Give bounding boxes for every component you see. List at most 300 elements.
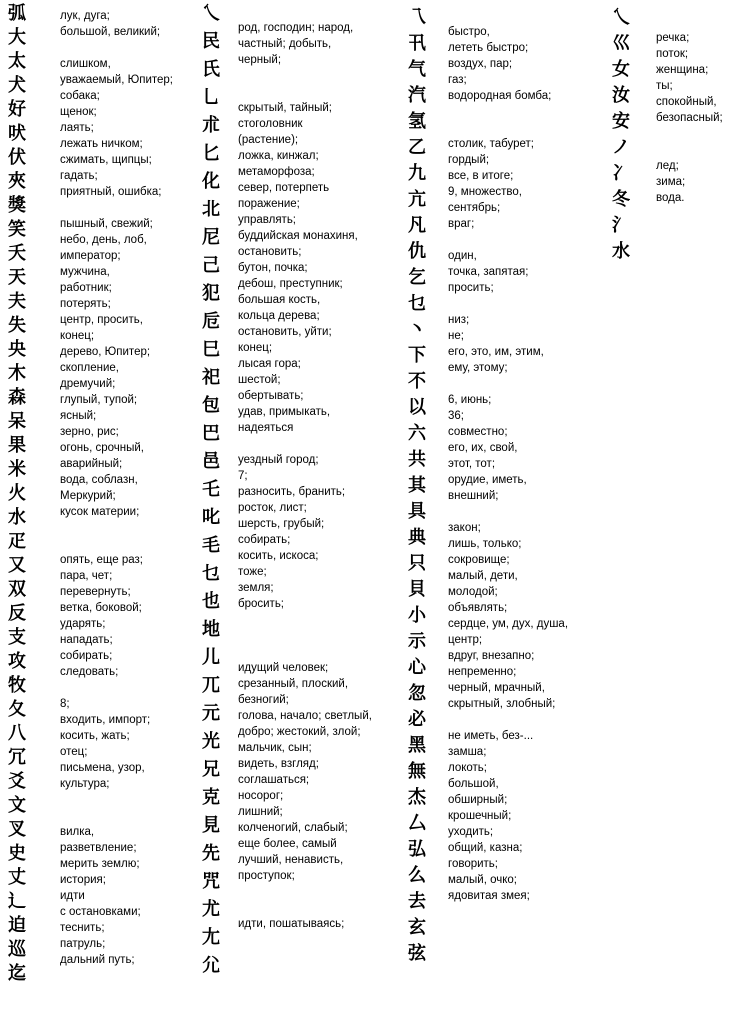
kanji-glyph: 犬: [8, 75, 25, 96]
gloss-line: ясный;: [60, 410, 97, 422]
gloss-line: ты;: [656, 80, 673, 92]
gloss-line: [656, 142, 723, 158]
gloss-line: замша;: [448, 746, 487, 758]
kanji-glyph: 卮: [202, 311, 219, 332]
kanji-glyph: 气: [408, 59, 425, 80]
gloss-line: нападать;: [60, 634, 113, 646]
kanji-glyph: 心: [408, 657, 425, 678]
kanji-glyph: 元: [202, 703, 219, 724]
gloss-line: воздух, пар;: [448, 58, 513, 70]
gloss-line: гордый;: [448, 154, 490, 166]
kanji-glyph: 失: [8, 315, 25, 336]
gloss-line: видеть, взгляд;: [238, 758, 319, 770]
gloss-line: лысая гора;: [238, 358, 301, 370]
gloss-line: закон;: [448, 522, 481, 534]
gloss-line: ложка, кинжал;: [238, 150, 319, 162]
gloss-line: дерево, Юпитер;: [60, 346, 151, 358]
gloss-line: черный;: [238, 54, 282, 66]
gloss-line: шерсть, грубый;: [238, 518, 325, 530]
kanji-glyph: 辶: [8, 891, 25, 912]
gloss-line: собака;: [60, 90, 100, 102]
gloss-line: газ;: [448, 74, 467, 86]
gloss-line: [60, 536, 173, 552]
glyph-stack: [612, 8, 629, 268]
gloss-line: женщина;: [656, 64, 709, 76]
gloss-line: его, это, им, этим,: [448, 346, 544, 358]
gloss-line: [448, 296, 568, 312]
gloss-line: 6, июнь;: [448, 394, 492, 406]
kanji-glyph: 下: [408, 345, 425, 366]
kanji-glyph: 乚: [202, 87, 219, 108]
gloss-line: [60, 680, 173, 696]
kanji-glyph: 史: [8, 843, 25, 864]
gloss-line: косить, искоса;: [238, 550, 319, 562]
gloss-line: добро; жестокий, злой;: [238, 726, 361, 738]
gloss-line: ударять;: [60, 618, 106, 630]
gloss-line: столик, табурет;: [448, 138, 534, 150]
gloss-line: [60, 200, 173, 216]
kanji-glyph: 厶: [408, 813, 425, 834]
gloss-line: аварийный;: [60, 458, 123, 470]
kanji-glyph: 森: [8, 387, 25, 408]
gloss-line: мужчина,: [60, 266, 110, 278]
gloss-line: дремучий;: [60, 378, 116, 390]
kanji-glyph: 民: [202, 31, 219, 52]
gloss-line: малый, дети,: [448, 570, 518, 582]
gloss-line: [656, 126, 723, 142]
gloss-line: лишь, только;: [448, 538, 522, 550]
glyph-stack: [202, 4, 219, 984]
kanji-glyph: 光: [202, 731, 219, 752]
kanji-glyph: 咒: [202, 871, 219, 892]
kanji-glyph: 夂: [8, 699, 25, 720]
gloss-line: опять, еще раз;: [60, 554, 143, 566]
gloss-stack: [656, 30, 723, 206]
kanji-glyph: 必: [408, 709, 425, 730]
gloss-line: конец;: [238, 342, 273, 354]
gloss-line: [60, 792, 173, 808]
kanji-glyph: 迫: [8, 915, 25, 936]
gloss-line: лежать ничком;: [60, 138, 143, 150]
kanji-glyph: 夭: [8, 243, 25, 264]
kanji-glyph: 好: [8, 99, 25, 120]
gloss-line: сентябрь;: [448, 202, 501, 214]
kanji-glyph: 叱: [202, 507, 219, 528]
gloss-line: идти, пошатываясь;: [238, 918, 345, 930]
kanji-glyph: 木: [8, 363, 25, 384]
kanji-glyph: 夾: [8, 171, 25, 192]
kanji-glyph: 丈: [8, 867, 25, 888]
gloss-line: большой,: [448, 778, 499, 790]
gloss-line: ветка, боковой;: [60, 602, 142, 614]
gloss-line: черный, мрачный,: [448, 682, 545, 694]
gloss-line: зима;: [656, 176, 686, 188]
kanji-glyph: 氵: [612, 215, 629, 236]
gloss-line: уважаемый, Юпитер;: [60, 74, 173, 86]
gloss-line: отец;: [60, 746, 88, 758]
gloss-line: скрытный, злобный;: [448, 698, 556, 710]
gloss-line: не;: [448, 330, 464, 342]
kanji-glyph: 汝: [612, 85, 629, 106]
gloss-line: его, их, свой,: [448, 442, 518, 454]
kanji-glyph: 見: [202, 815, 219, 836]
kanji-glyph: 玄: [408, 917, 425, 938]
gloss-line: конец;: [60, 330, 95, 342]
gloss-line: собирать;: [60, 650, 113, 662]
kanji-glyph: 巛: [612, 33, 629, 54]
gloss-line: сжимать, щипцы;: [60, 154, 152, 166]
kanji-glyph: 兄: [202, 759, 219, 780]
gloss-line: вдруг, внезапно;: [448, 650, 535, 662]
gloss-line: обширный;: [448, 794, 508, 806]
kanji-glyph: 尤: [202, 899, 219, 920]
kanji-glyph: 尢: [202, 927, 219, 948]
kanji-glyph: 無: [408, 761, 425, 782]
gloss-line: разветвление;: [60, 842, 137, 854]
kanji-glyph: 犯: [202, 283, 219, 304]
gloss-stack: [238, 4, 372, 932]
gloss-line: безопасный;: [656, 112, 723, 124]
gloss-line: дальний путь;: [60, 954, 135, 966]
kanji-glyph: 呆: [8, 411, 25, 432]
gloss-line: работник;: [60, 282, 112, 294]
gloss-line: Меркурий;: [60, 490, 116, 502]
gloss-line: локоть;: [448, 762, 487, 774]
kanji-glyph: 乁: [408, 7, 425, 28]
kanji-glyph: 乜: [202, 563, 219, 584]
kanji-glyph: 示: [408, 631, 425, 652]
gloss-line: род, господин; народ,: [238, 22, 354, 34]
kanji-glyph: 大: [8, 27, 25, 48]
gloss-line: [238, 884, 372, 900]
kanji-glyph: 攻: [8, 651, 25, 672]
kanji-glyph: 小: [408, 605, 425, 626]
kanji-glyph: ノ: [612, 137, 629, 158]
gloss-line: [238, 612, 372, 628]
kanji-glyph: 尣: [202, 955, 219, 976]
gloss-line: внешний;: [448, 490, 499, 502]
kanji-glyph: 凡: [408, 215, 425, 236]
kanji-glyph: 水: [612, 241, 629, 262]
glyph-stack: [408, 8, 425, 970]
kanji-glyph: 氢: [408, 111, 425, 132]
gloss-line: косить, жать;: [60, 730, 130, 742]
kanji-glyph: 冬: [612, 189, 629, 210]
kanji-glyph: 儿: [202, 647, 219, 668]
gloss-line: просить;: [448, 282, 494, 294]
kanji-glyph: 六: [408, 423, 425, 444]
gloss-line: крошечный;: [448, 810, 512, 822]
gloss-line: 36;: [448, 410, 464, 422]
gloss-line: патруль;: [60, 938, 106, 950]
gloss-line: слишком,: [60, 58, 111, 70]
gloss-line: шестой;: [238, 374, 281, 386]
gloss-line: история;: [60, 874, 106, 886]
gloss-line: мальчик, сын;: [238, 742, 312, 754]
glyph-stack: [8, 4, 25, 988]
kanji-glyph: 己: [202, 255, 219, 276]
gloss-line: малый, очко;: [448, 874, 517, 886]
kanji-glyph: 爻: [8, 771, 25, 792]
kanji-glyph: 乙: [408, 137, 425, 158]
kanji-glyph: 迄: [8, 963, 25, 984]
kanji-glyph: 反: [8, 603, 25, 624]
gloss-line: [238, 68, 372, 84]
gloss-line: объявлять;: [448, 602, 508, 614]
gloss-line: вилка,: [60, 826, 95, 838]
gloss-line: приятный, ошибка;: [60, 186, 162, 198]
gloss-line: тоже;: [238, 566, 267, 578]
gloss-line: [238, 644, 372, 660]
kanji-glyph: 文: [8, 795, 25, 816]
kanji-glyph: 疋: [8, 531, 25, 552]
kanji-glyph: 弧: [8, 3, 25, 24]
gloss-line: уходить;: [448, 826, 494, 838]
gloss-line: вода, соблазн,: [60, 474, 138, 486]
gloss-line: точка, запятая;: [448, 266, 529, 278]
gloss-line: обертывать;: [238, 390, 304, 402]
gloss-line: скрытый, тайный;: [238, 102, 332, 114]
kanji-glyph: 共: [408, 449, 425, 470]
gloss-line: частный; добыть,: [238, 38, 332, 50]
gloss-line: низ;: [448, 314, 470, 326]
gloss-line: 9, множество,: [448, 186, 522, 198]
gloss-line: враг;: [448, 218, 475, 230]
gloss-line: орудие, иметь,: [448, 474, 527, 486]
gloss-line: земля;: [238, 582, 274, 594]
kanji-glyph: 乇: [202, 479, 219, 500]
gloss-line: [60, 40, 173, 56]
gloss-line: глупый, тупой;: [60, 394, 138, 406]
kanji-glyph: 祀: [202, 367, 219, 388]
gloss-line: [448, 120, 568, 136]
kanji-glyph: 果: [8, 435, 25, 456]
gloss-line: [238, 4, 372, 20]
gloss-stack: [60, 8, 173, 968]
kanji-glyph: 弦: [408, 943, 425, 964]
gloss-line: император;: [60, 250, 121, 262]
gloss-line: остановить;: [238, 246, 302, 258]
gloss-line: [238, 436, 372, 452]
gloss-line: управлять;: [238, 214, 297, 226]
gloss-line: [238, 628, 372, 644]
kanji-glyph: 支: [8, 627, 25, 648]
gloss-stack: [448, 8, 568, 904]
gloss-line: [448, 104, 568, 120]
gloss-line: север, потерпеть: [238, 182, 330, 194]
gloss-line: щенок;: [60, 106, 97, 118]
kanji-glyph: 乜: [408, 293, 425, 314]
kanji-glyph: 不: [408, 371, 425, 392]
kanji-glyph: 冗: [8, 747, 25, 768]
gloss-line: один,: [448, 250, 477, 262]
kanji-glyph: 巴: [202, 423, 219, 444]
gloss-line: пышный, свежий;: [60, 218, 153, 230]
gloss-line: небо, день, лоб,: [60, 234, 147, 246]
gloss-line: ядовитая змея;: [448, 890, 530, 902]
kanji-glyph: 乀: [612, 7, 629, 28]
kanji-glyph: 也: [202, 591, 219, 612]
gloss-line: сокровище;: [448, 554, 510, 566]
gloss-line: центр, просить,: [60, 314, 143, 326]
gloss-line: перевернуть;: [60, 586, 131, 598]
gloss-line: с остановками;: [60, 906, 141, 918]
gloss-line: большой, великий;: [60, 26, 161, 38]
kanji-glyph: 包: [202, 395, 219, 416]
gloss-line: бутон, почка;: [238, 262, 308, 274]
gloss-line: вода.: [656, 192, 685, 204]
gloss-line: бросить;: [238, 598, 285, 610]
gloss-line: [448, 376, 568, 392]
kanji-glyph: 仇: [408, 241, 425, 262]
kanji-glyph: 女: [612, 59, 629, 80]
kanji-glyph: 水: [8, 507, 25, 528]
gloss-line: [448, 8, 568, 24]
kanji-glyph: 尼: [202, 227, 219, 248]
gloss-line: соглашаться;: [238, 774, 310, 786]
gloss-line: (растение);: [238, 134, 299, 146]
gloss-line: лишний;: [238, 806, 283, 818]
gloss-line: большая кость,: [238, 294, 321, 306]
gloss-line: поток;: [656, 48, 689, 60]
gloss-line: 8;: [60, 698, 70, 710]
kanji-glyph: 伏: [8, 147, 25, 168]
gloss-line: молодой;: [448, 586, 498, 598]
kanji-glyph: 牧: [8, 675, 25, 696]
kanji-glyph: 只: [408, 553, 425, 574]
gloss-line: лаять;: [60, 122, 94, 134]
gloss-line: поражение;: [238, 198, 300, 210]
gloss-line: уездный город;: [238, 454, 319, 466]
kanji-glyph: 忽: [408, 683, 425, 704]
gloss-line: водородная бомба;: [448, 90, 552, 102]
gloss-line: центр;: [448, 634, 483, 646]
gloss-line: спокойный,: [656, 96, 717, 108]
gloss-line: 7;: [238, 470, 248, 482]
gloss-line: идущий человек;: [238, 662, 329, 674]
kanji-glyph: 冫: [612, 163, 629, 184]
gloss-line: лед;: [656, 160, 679, 172]
gloss-line: проступок;: [238, 870, 295, 882]
kanji-glyph: 亢: [408, 189, 425, 210]
gloss-line: непременно;: [448, 666, 517, 678]
kanji-glyph: 央: [8, 339, 25, 360]
gloss-line: говорить;: [448, 858, 498, 870]
kanji-glyph: 笑: [8, 219, 25, 240]
kanji-glyph: 乀: [202, 3, 219, 24]
gloss-line: еще более, самый: [238, 838, 337, 850]
gloss-line: ему, этому;: [448, 362, 508, 374]
gloss-line: дебош, преступник;: [238, 278, 343, 290]
kanji-glyph: 吠: [8, 123, 25, 144]
gloss-line: [448, 504, 568, 520]
gloss-line: буддийская монахиня,: [238, 230, 358, 242]
kanji-glyph: 地: [202, 619, 219, 640]
kanji-glyph: 巡: [8, 939, 25, 960]
gloss-line: стоголовник: [238, 118, 303, 130]
gloss-line: входить, импорт;: [60, 714, 151, 726]
kanji-glyph: 毛: [202, 535, 219, 556]
gloss-line: письмена, узор,: [60, 762, 145, 774]
gloss-line: все, в итоге;: [448, 170, 514, 182]
gloss-line: потерять;: [60, 298, 111, 310]
gloss-line: идти: [60, 890, 85, 902]
kanji-glyph: 叉: [8, 819, 25, 840]
kanji-glyph: 匕: [202, 143, 219, 164]
gloss-line: речка;: [656, 32, 690, 44]
gloss-line: огонь, срочный,: [60, 442, 144, 454]
kanji-glyph: 化: [202, 171, 219, 192]
gloss-line: теснить;: [60, 922, 105, 934]
kanji-glyph: 典: [408, 527, 425, 548]
gloss-line: собирать;: [238, 534, 291, 546]
gloss-line: лететь быстро;: [448, 42, 529, 54]
kanji-glyph: 具: [408, 501, 425, 522]
gloss-line: сердце, ум, дух, душа,: [448, 618, 569, 630]
kanji-glyph: 火: [8, 483, 25, 504]
kanji-glyph: 天: [8, 267, 25, 288]
gloss-line: быстро,: [448, 26, 490, 38]
kanji-glyph: 黑: [408, 735, 425, 756]
kanji-glyph: 安: [612, 111, 629, 132]
kanji-glyph: 卂: [408, 33, 425, 54]
gloss-line: кольца дерева;: [238, 310, 320, 322]
gloss-line: мерить землю;: [60, 858, 140, 870]
gloss-line: [238, 900, 372, 916]
gloss-line: метаморфоза;: [238, 166, 315, 178]
kanji-glyph: 去: [408, 891, 425, 912]
kanji-glyph: 太: [8, 51, 25, 72]
gloss-line: кусок материи;: [60, 506, 140, 518]
gloss-line: лук, дуга;: [60, 10, 110, 22]
kanji-glyph: 乞: [408, 267, 425, 288]
gloss-line: общий, казна;: [448, 842, 523, 854]
gloss-line: пара, чет;: [60, 570, 113, 582]
kanji-glyph: 丶: [408, 319, 425, 340]
kanji-glyph: 双: [8, 579, 25, 600]
gloss-line: носорог;: [238, 790, 284, 802]
kanji-glyph: 先: [202, 843, 219, 864]
kanji-glyph: 又: [8, 555, 25, 576]
kanji-glyph: 杰: [408, 787, 425, 808]
kanji-glyph: 么: [408, 865, 425, 886]
kanji-glyph: 九: [408, 163, 425, 184]
gloss-line: [60, 520, 173, 536]
gloss-line: остановить, уйти;: [238, 326, 332, 338]
kanji-glyph: 北: [202, 199, 219, 220]
gloss-line: [238, 84, 372, 100]
gloss-line: разносить, бранить;: [238, 486, 346, 498]
gloss-line: следовать;: [60, 666, 119, 678]
gloss-line: безногий;: [238, 694, 289, 706]
gloss-line: [60, 808, 173, 824]
gloss-line: надеяться: [238, 422, 294, 434]
kanji-glyph: 汽: [408, 85, 425, 106]
kanji-glyph: 貝: [408, 579, 425, 600]
kanji-glyph: 朮: [202, 115, 219, 136]
gloss-line: зерно, рис;: [60, 426, 119, 438]
kanji-glyph: 八: [8, 723, 25, 744]
gloss-line: росток, лист;: [238, 502, 307, 514]
kanji-glyph: 以: [408, 397, 425, 418]
kanji-glyph: 其: [408, 475, 425, 496]
gloss-line: не иметь, без-...: [448, 730, 534, 742]
gloss-line: голова, начало; светлый,: [238, 710, 372, 722]
kanji-glyph: 邑: [202, 451, 219, 472]
gloss-line: колченогий, слабый;: [238, 822, 348, 834]
gloss-line: срезанный, плоский,: [238, 678, 349, 690]
gloss-line: этот, тот;: [448, 458, 496, 470]
